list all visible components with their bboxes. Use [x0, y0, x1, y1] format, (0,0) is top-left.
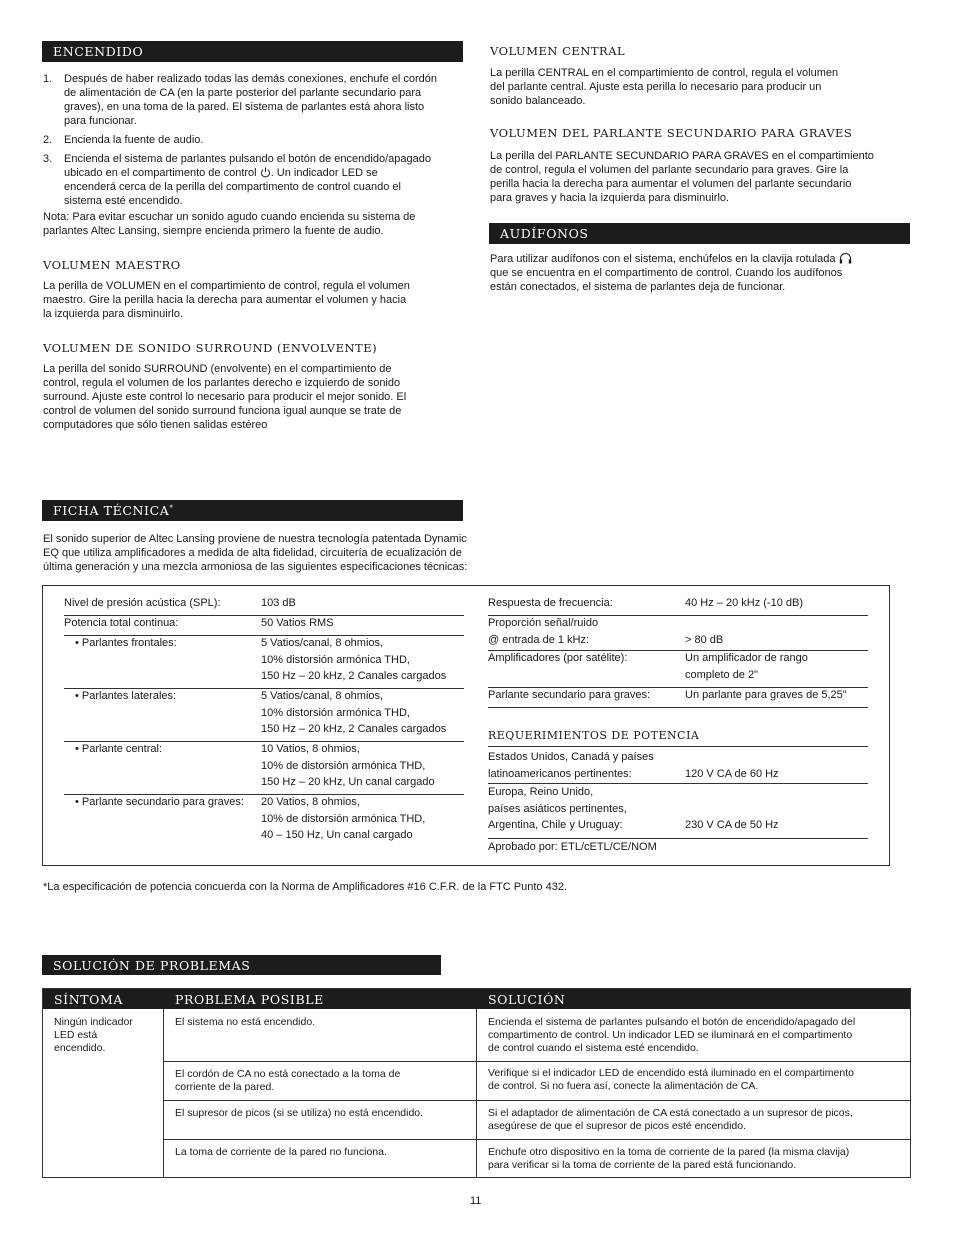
symptom-cell: Ningún indicador LED está encendido. — [54, 1016, 133, 1055]
problem-cell: El cordón de CA no está conectado a la toma de corriente de la pared. — [175, 1068, 401, 1094]
text-line: Nota: Para evitar escuchar un sonido agudo cuando encienda su sistema de — [43, 211, 416, 223]
step-number: 3. — [43, 153, 53, 165]
text-line: La perilla de VOLUMEN en el compartimiento de control, regula el volumen — [43, 280, 410, 292]
text-line: la izquierda para disminuirlo. — [43, 308, 184, 320]
step-2 — [43, 133, 468, 147]
text-line: de alimentación de CA (en la parte posterior del parlante secundario para — [64, 87, 422, 99]
text-line: control, regula el volumen de los parlantes derecho e izquierdo de sonido — [43, 377, 401, 389]
spec-row — [64, 595, 464, 616]
spec-row — [488, 615, 868, 651]
section-title: AUDÍFONOS — [500, 226, 589, 241]
surround-text — [43, 362, 468, 432]
problem-cell: El supresor de picos (si se utiliza) no está encendido. — [175, 1107, 424, 1119]
volumen-maestro-text — [43, 279, 468, 321]
spec-value: 20 Vatios, 8 ohmios, 10% de distorsión armónica THD, 40 – 150 Hz, Un canal cargado — [261, 796, 426, 841]
power-note — [43, 210, 468, 238]
text-line: Encienda el sistema de parlantes pulsando el botón de encendido/apagado — [64, 153, 431, 165]
spec-key: Estados Unidos, Canadá y países latinoamericanos pertinentes: — [488, 751, 654, 780]
spec-value: > 80 dB — [685, 633, 724, 646]
spec-row — [488, 687, 868, 708]
spec-key: Amplificadores (por satélite): — [488, 652, 628, 664]
divider — [488, 746, 868, 747]
spec-row — [64, 794, 464, 847]
solution-cell: Encienda el sistema de parlantes pulsando el botón de encendido/apagado del compartimento de control. Un indicador LED se iluminará en el compartimento de control cuando el sistema esté encendido. — [488, 1016, 856, 1055]
text-line — [490, 252, 915, 266]
volumen-central-text — [490, 66, 915, 108]
spec-key: Potencia total continua: — [64, 617, 179, 629]
text-line: La perilla del PARLANTE SECUNDARIO PARA GRAVES en el compartimiento — [490, 150, 874, 162]
spec-value: 120 V CA de 60 Hz — [685, 767, 779, 780]
text-line: EQ que utiliza amplificadores a medida de alta fidelidad, circuitería de ecualización de — [43, 547, 462, 559]
headphones-icon — [839, 252, 852, 264]
table-header — [43, 989, 910, 1009]
text-line: graves), en una toma de la pared. El sistema de parlantes está ahora listo — [64, 101, 425, 113]
subheading-volumen-secundario: VOLUMEN DEL PARLANTE SECUNDARIO PARA GRAVES — [490, 126, 853, 140]
text-line: están conectados, el sistema de parlantes deja de funcionar. — [490, 281, 786, 293]
step-number: 2. — [43, 134, 53, 146]
subheading-volumen-maestro: VOLUMEN MAESTRO — [43, 258, 181, 272]
text-line: Encienda la fuente de audio. — [64, 134, 204, 146]
page-number: 11 — [470, 1195, 482, 1207]
text-line: surround. Ajuste este control lo necesario para producir el mejor sonido. El — [43, 391, 407, 403]
spec-value: 40 Hz – 20 kHz (-10 dB) — [685, 597, 803, 609]
spec-value: 230 V CA de 50 Hz — [685, 819, 779, 831]
spec-key: Nivel de presión acústica (SPL): — [64, 597, 221, 609]
section-title: SOLUCIÓN DE PROBLEMAS — [53, 958, 251, 973]
spec-row — [488, 784, 868, 839]
subheading-volumen-central: VOLUMEN CENTRAL — [490, 44, 626, 58]
step-number: 1. — [43, 73, 53, 85]
text-fragment: . Un indicador LED se — [270, 167, 378, 179]
spec-row — [488, 749, 868, 784]
spec-value: 10 Vatios, 8 ohmios, 10% de distorsión armónica THD, 150 Hz – 20 kHz, Un canal cargado — [261, 743, 435, 788]
row-divider — [163, 1061, 911, 1062]
text-line: para funcionar. — [64, 115, 137, 127]
spec-value: Un amplificador de rango completo de 2" — [685, 652, 808, 681]
spec-key: • Parlante secundario para graves: — [75, 796, 244, 808]
text-line: parlantes Altec Lansing, siempre encienda primero la fuente de audio. — [43, 225, 384, 237]
problem-cell: La toma de corriente de la pared no funciona. — [175, 1146, 387, 1158]
spec-value: 103 dB — [261, 597, 296, 609]
spec-key: • Parlantes frontales: — [75, 637, 177, 649]
footnote-mark: * — [169, 503, 174, 512]
section-title: ENCENDIDO — [53, 44, 144, 59]
text-line: maestro. Gire la perilla hacia la derecha para aumentar el volumen y hacia — [43, 294, 407, 306]
text-line: del parlante central. Ajuste esta perilla lo necesario para producir un — [490, 81, 822, 93]
power-on-steps — [43, 72, 468, 212]
row-divider — [163, 1139, 911, 1140]
row-divider — [163, 1100, 911, 1101]
text-line: La perilla del sonido SURROUND (envolvente) en el compartimiento de — [43, 363, 392, 375]
audifonos-text — [490, 252, 915, 294]
text-line: Después de haber realizado todas las demás conexiones, enchufe el cordón — [64, 73, 438, 85]
spec-value: 5 Vatios/canal, 8 ohmios, 10% distorsión armónica THD, 150 Hz – 20 kHz, 2 Canales cargados — [261, 690, 447, 735]
text-line — [64, 166, 468, 180]
text-line: para graves y hacia la izquierda para disminuirlo. — [490, 192, 730, 204]
volumen-secundario-text — [490, 149, 915, 205]
troubleshooting-table — [42, 988, 911, 1178]
section-header-ficha-tecnica — [42, 500, 463, 521]
text-line: La perilla CENTRAL en el compartimiento de control, regula el volumen — [490, 67, 839, 79]
solution-cell: Verifique si el indicador LED de encendido está iluminado en el compartimento de control. Si no fuera así, conecte la alimentación de CA. — [488, 1067, 854, 1093]
section-header-troubleshooting — [42, 955, 441, 975]
header-solution: SOLUCIÓN — [488, 992, 566, 1007]
section-title: FICHA TÉCNICA — [53, 503, 170, 518]
subheading-power-requirements: REQUERIMIENTOS DE POTENCIA — [488, 729, 700, 742]
header-symptom: SÍNTOMA — [54, 992, 124, 1007]
problem-cell: El sistema no está encendido. — [175, 1016, 316, 1028]
spec-row — [488, 650, 868, 688]
text-line: El sonido superior de Altec Lansing proviene de nuestra tecnología patentada Dynamic — [43, 533, 467, 545]
power-icon — [260, 167, 271, 178]
text-line: que se encuentra en el compartimento de control. Cuando los audífonos — [490, 267, 843, 279]
spec-value: 5 Vatios/canal, 8 ohmios, 10% distorsión armónica THD, 150 Hz – 20 kHz, 2 Canales cargados — [261, 637, 447, 682]
solution-cell: Enchufe otro dispositivo en la toma de corriente de la pared (la misma clavija) para verificar si la toma de corriente de la pared está funcionando. — [488, 1146, 850, 1172]
subheading-surround: VOLUMEN DE SONIDO SURROUND (ENVOLVENTE) — [43, 341, 378, 355]
spec-value: Un parlante para graves de 5,25" — [685, 689, 847, 701]
text-line: control de volumen del sonido surround funciona igual aunque se trate de — [43, 405, 402, 417]
step-1 — [43, 72, 468, 128]
spec-key: • Parlante central: — [75, 743, 163, 755]
spec-value: 50 Vatios RMS — [261, 617, 334, 629]
spec-row — [64, 741, 464, 795]
spec-row — [64, 615, 464, 636]
text-line: computadores que sólo tienen salidas estéreo — [43, 419, 268, 431]
section-header-encendido — [42, 41, 463, 62]
column-divider — [163, 1009, 164, 1178]
text-fragment: ubicado en el compartimento de control — [64, 167, 257, 179]
spec-key: • Parlantes laterales: — [75, 690, 177, 702]
spec-key: Europa, Reino Unido, países asiáticos pertinentes, Argentina, Chile y Uruguay: — [488, 786, 627, 831]
text-line: sonido balanceado. — [490, 95, 586, 107]
spec-key: Respuesta de frecuencia: — [488, 597, 613, 609]
text-line: perilla hacia la derecha para aumentar el volumen del parlante secundario — [490, 178, 852, 190]
approval-text: Aprobado por: ETL/cETL/CE/NOM — [488, 841, 657, 853]
ficha-intro — [43, 532, 543, 574]
text-line: de control, regula el volumen del parlante secundario para graves. Gire la — [490, 164, 849, 176]
spec-table — [42, 585, 890, 866]
header-problem: PROBLEMA POSIBLE — [175, 992, 324, 1007]
step-3 — [43, 152, 468, 208]
solution-cell: Si el adaptador de alimentación de CA está conectado a un supresor de picos, asegúrese de que el supresor de picos esté encendido. — [488, 1107, 853, 1133]
spec-key: Parlante secundario para graves: — [488, 689, 651, 701]
spec-footnote: *La especificación de potencia concuerda con la Norma de Amplificadores #16 C.F.R. de la FTC Punto 432. — [43, 881, 568, 893]
spec-row — [64, 688, 464, 742]
text-line: encenderá cerca de la perilla del compartimento de control cuando el — [64, 181, 401, 193]
spec-key: Proporción señal/ruido @ entrada de 1 kHz: — [488, 617, 599, 646]
text-line: sistema esté encendido. — [64, 195, 183, 207]
spec-row — [488, 595, 868, 616]
spec-row — [64, 635, 464, 689]
text-line: última generación y una mezcla armoniosa de las siguientes especificaciones técnicas: — [43, 561, 468, 573]
column-divider — [476, 1009, 477, 1178]
section-header-audifonos — [489, 223, 910, 244]
text-fragment: Para utilizar audífonos con el sistema, enchúfelos en la clavija rotulada — [490, 253, 836, 265]
